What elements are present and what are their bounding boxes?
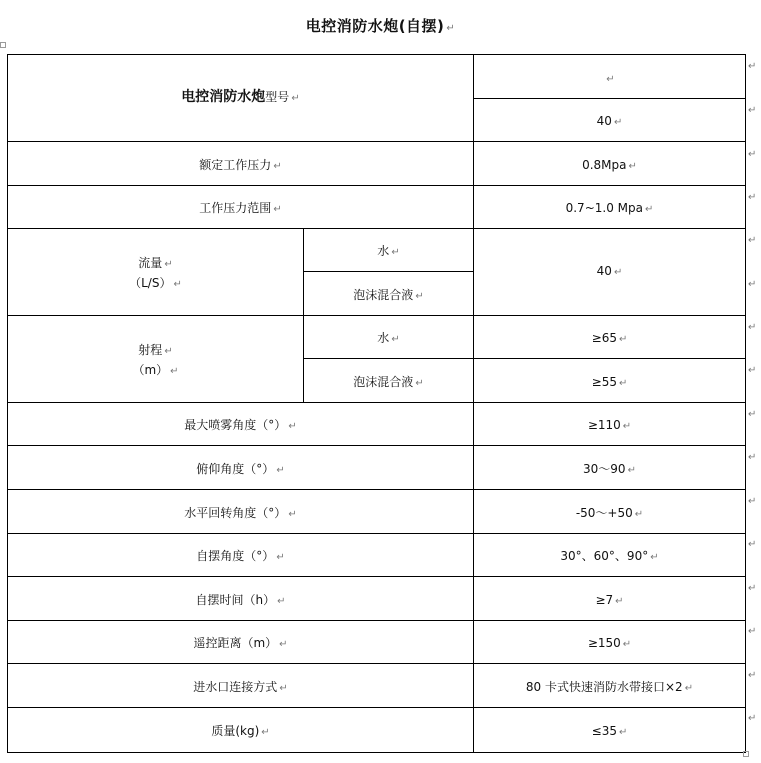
table-resize-handle[interactable]	[743, 751, 749, 757]
table-row	[8, 490, 746, 534]
label-cell: 额定工作压力 ↵	[8, 142, 474, 186]
row-end-mark-icon: ↵	[748, 496, 757, 507]
sub-label-cell: 泡沫混合液 ↵	[304, 359, 474, 403]
table-row	[8, 142, 746, 186]
paragraph-mark-icon: ↵	[628, 160, 637, 172]
row-end-mark-icon: ↵	[748, 713, 757, 724]
paragraph-mark-icon: ↵	[622, 639, 632, 650]
label-cell: 最大喷雾角度（°） ↵	[8, 403, 474, 446]
value-cell: ≥150 ↵	[474, 621, 746, 664]
label-cell: 自摆角度（°） ↵	[8, 534, 474, 577]
paragraph-mark-icon: ↵	[277, 595, 286, 607]
row-end-mark-icon: ↵	[748, 583, 757, 594]
paragraph-mark-icon: ↵	[288, 508, 297, 520]
row-end-mark-icon: ↵	[748, 105, 757, 116]
sub-label-cell: 水 ↵	[304, 229, 474, 272]
label-cell: 水平回转角度（°） ↵	[8, 490, 474, 534]
sub-label-cell: 水 ↵	[304, 316, 474, 359]
table-row	[8, 186, 746, 229]
value-cell: ≥55 ↵	[474, 359, 746, 403]
paragraph-mark-icon: ↵	[684, 682, 694, 694]
paragraph-mark-icon: ↵	[644, 204, 654, 215]
row-end-mark-icon: ↵	[748, 192, 757, 203]
value-cell: 30°、60°、90° ↵	[474, 534, 746, 577]
model-label: 电控消防水炮	[181, 89, 266, 105]
value-cell: ≥7 ↵	[474, 577, 746, 621]
table-row	[8, 577, 746, 621]
paragraph-mark-icon: ↵	[276, 552, 285, 563]
table-row	[8, 403, 746, 446]
value-cell: 80 卡式快速消防水带接口×2 ↵	[474, 664, 746, 708]
row-end-mark-icon: ↵	[748, 235, 757, 246]
row-end-mark-icon: ↵	[748, 322, 757, 333]
paragraph-mark-icon: ↵	[173, 279, 182, 290]
value-cell: ≤35 ↵	[474, 708, 746, 753]
paragraph-mark-icon: ↵	[279, 682, 288, 694]
paragraph-mark-icon: ↵	[170, 366, 179, 377]
label-cell: 进水口连接方式 ↵	[8, 664, 474, 708]
paragraph-mark-icon: ↵	[273, 204, 282, 215]
model-value-top-cell	[474, 55, 746, 99]
model-label-suffix: 型号	[265, 90, 290, 104]
paragraph-mark-icon: ↵	[291, 93, 300, 104]
flow-value-cell: 40 ↵	[474, 229, 746, 316]
table-row	[8, 316, 746, 359]
model-label-cell	[8, 55, 474, 142]
paragraph-mark-icon: ↵	[613, 117, 623, 128]
paragraph-mark-icon: ↵	[613, 267, 623, 278]
paragraph-mark-icon: ↵	[415, 377, 424, 389]
paragraph-mark-icon: ↵	[273, 160, 282, 172]
range-label-cell: 射程 ↵ （m） ↵	[8, 316, 304, 403]
document-title: 电控消防水炮(自摆) ↵	[305, 17, 456, 35]
label-cell: 俯仰角度（°） ↵	[8, 446, 474, 490]
paragraph-mark-icon: ↵	[415, 290, 424, 302]
paragraph-mark-icon: ↵	[627, 464, 636, 476]
row-end-mark-icon: ↵	[748, 670, 757, 681]
label-cell: 工作压力范围 ↵	[8, 186, 474, 229]
paragraph-mark-icon: ↵	[391, 247, 400, 258]
row-end-mark-icon: ↵	[748, 365, 757, 376]
model-value-cell	[474, 99, 746, 142]
paragraph-mark-icon: ↵	[261, 727, 270, 738]
row-end-mark-icon: ↵	[748, 279, 757, 290]
table-row	[8, 446, 746, 490]
paragraph-mark-icon: ↵	[618, 334, 628, 345]
paragraph-mark-icon: ↵	[446, 23, 456, 34]
paragraph-mark-icon: ↵	[279, 639, 288, 650]
table-row	[8, 708, 746, 753]
value-cell: -50〜+50 ↵	[474, 490, 746, 534]
table-row	[8, 229, 746, 272]
table-row	[8, 621, 746, 664]
row-end-mark-icon: ↵	[748, 452, 757, 463]
table-row	[8, 55, 746, 99]
label-cell: 自摆时间（h） ↵	[8, 577, 474, 621]
label-cell: 遥控距离（m） ↵	[8, 621, 474, 664]
paragraph-mark-icon: ↵	[606, 73, 615, 85]
table-row	[8, 664, 746, 708]
paragraph-mark-icon: ↵	[391, 334, 400, 345]
row-end-mark-icon: ↵	[748, 626, 757, 637]
table-row	[8, 534, 746, 577]
paragraph-mark-icon: ↵	[634, 508, 644, 520]
model-value: 40	[596, 114, 612, 128]
sub-label-cell: 泡沫混合液 ↵	[304, 272, 474, 316]
label-cell: 质量(kg) ↵	[8, 708, 474, 753]
row-end-mark-icon: ↵	[748, 539, 757, 550]
row-end-mark-icon: ↵	[748, 61, 757, 72]
flow-label-cell: 流量 ↵ （L/S） ↵	[8, 229, 304, 316]
paragraph-mark-icon: ↵	[650, 552, 659, 563]
paragraph-mark-icon: ↵	[615, 595, 624, 607]
table-anchor-icon[interactable]	[0, 42, 6, 48]
paragraph-mark-icon: ↵	[164, 346, 173, 357]
value-cell: 0.8Mpa ↵	[474, 142, 746, 186]
value-cell: 0.7~1.0 Mpa ↵	[474, 186, 746, 229]
value-cell: ≥65 ↵	[474, 316, 746, 359]
paragraph-mark-icon: ↵	[622, 421, 632, 432]
value-cell: 30〜90 ↵	[474, 446, 746, 490]
paragraph-mark-icon: ↵	[618, 727, 628, 738]
row-end-mark-icon: ↵	[748, 149, 757, 160]
paragraph-mark-icon: ↵	[618, 377, 628, 389]
spec-table	[7, 54, 746, 753]
value-cell: ≥110 ↵	[474, 403, 746, 446]
paragraph-mark-icon: ↵	[276, 464, 285, 476]
row-end-mark-icon: ↵	[748, 409, 757, 420]
paragraph-mark-icon: ↵	[164, 259, 173, 270]
paragraph-mark-icon: ↵	[288, 421, 297, 432]
